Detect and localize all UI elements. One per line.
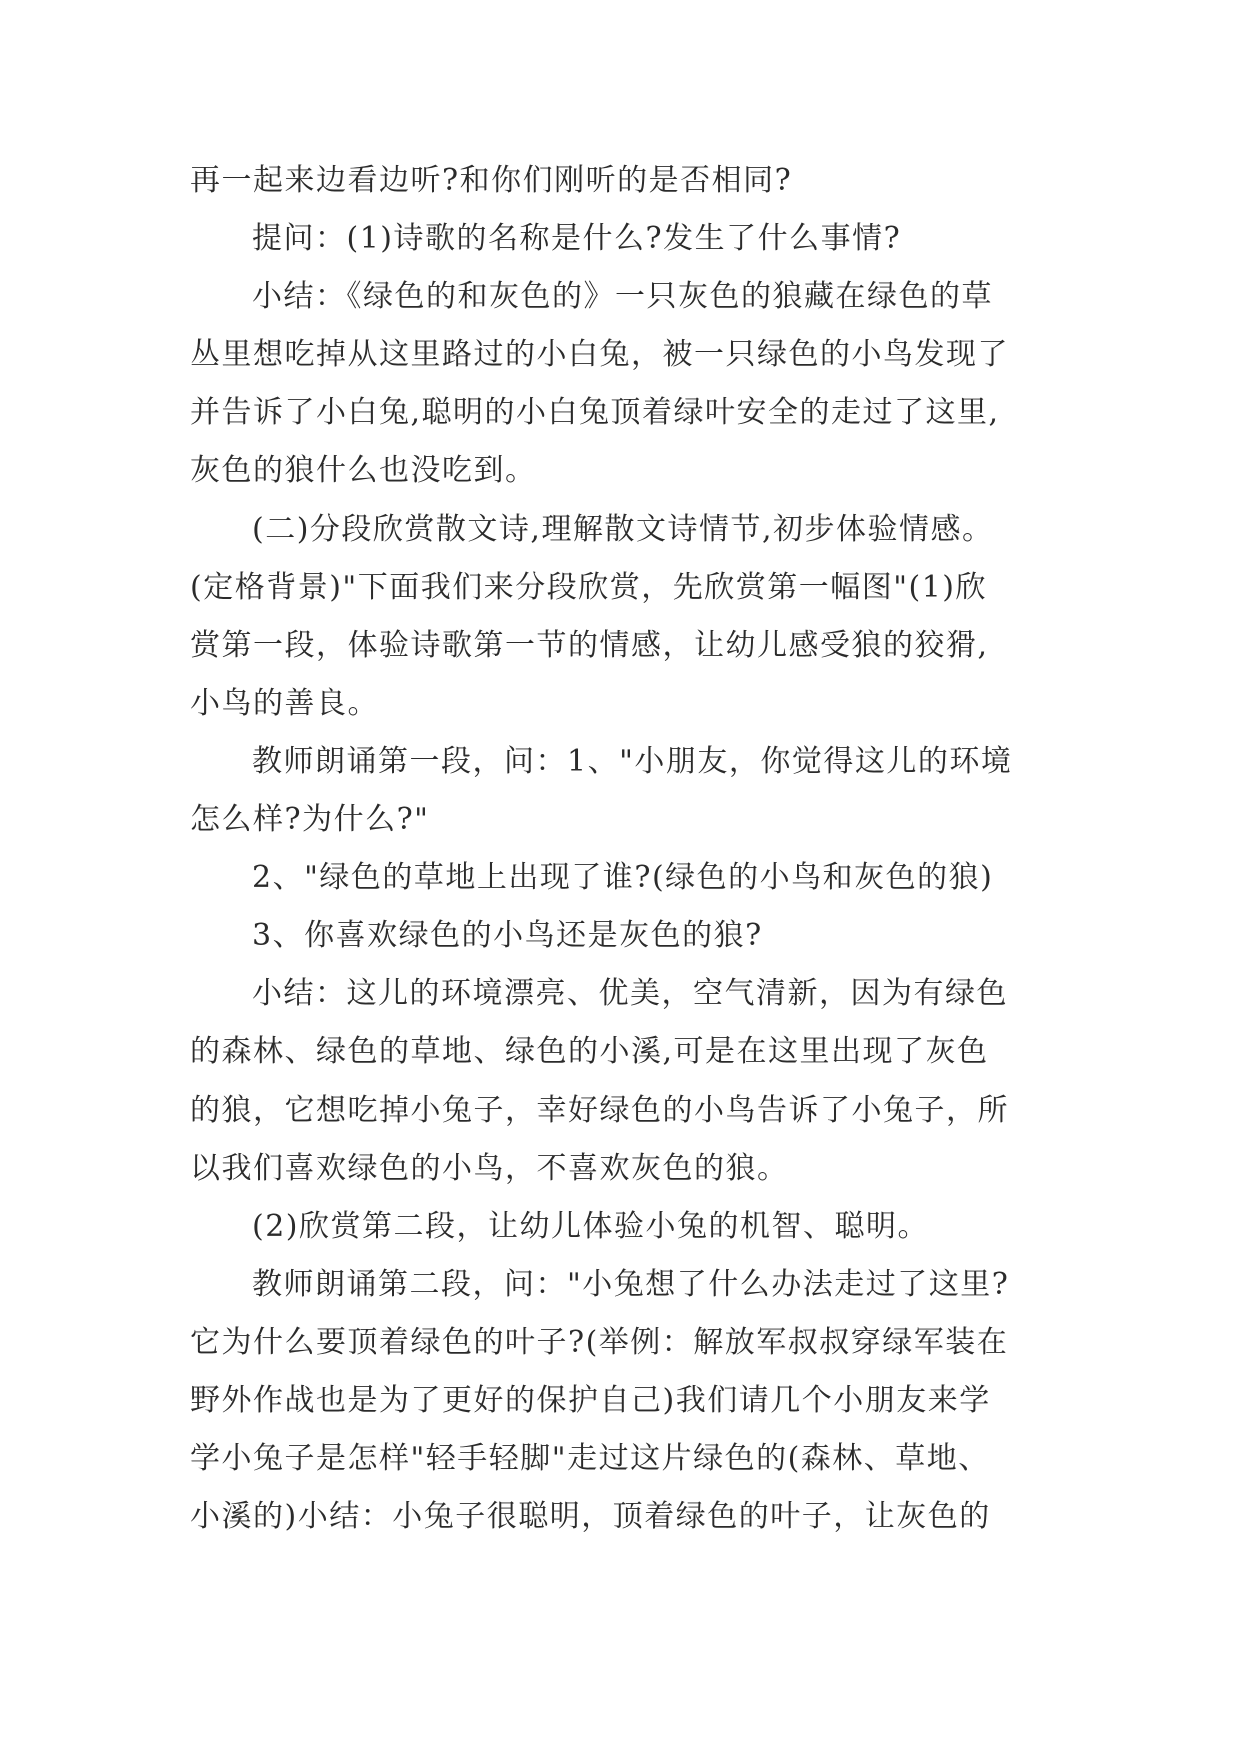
text-line: 怎么样?为什么?" (190, 802, 430, 838)
text-line: 教师朗诵第二段，问："小兔想了什么办法走过了这里? (252, 1266, 1010, 1302)
text-line: 以我们喜欢绿色的小鸟，不喜欢灰色的狼。 (190, 1150, 789, 1186)
text-line: 2、"绿色的草地上出现了谁?(绿色的小鸟和灰色的狼) (252, 860, 994, 896)
text-line: 野外作战也是为了更好的保护自己)我们请几个小朋友来学 (190, 1382, 991, 1418)
text-line: (2)欣赏第二段，让幼儿体验小兔的机智、聪明。 (252, 1208, 929, 1244)
text-line: 小鸟的善良。 (190, 685, 379, 721)
text-line: 并告诉了小白兔,聪明的小白兔顶着绿叶安全的走过了这里, (190, 395, 1000, 431)
text-line: 3、你喜欢绿色的小鸟还是灰色的狼? (252, 918, 763, 954)
text-line: 提问：(1)诗歌的名称是什么?发生了什么事情? (252, 221, 902, 257)
text-line: 小结：这儿的环境漂亮、优美，空气清新，因为有绿色 (252, 976, 1008, 1012)
text-line: 它为什么要顶着绿色的叶子?(举例：解放军叔叔穿绿军装在 (190, 1324, 1009, 1360)
text-line: 赏第一段，体验诗歌第一节的情感，让幼儿感受狼的狡猾, (190, 627, 989, 663)
text-line: (二)分段欣赏散文诗,理解散文诗情节,初步体验情感。 (252, 511, 994, 547)
text-line: 灰色的狼什么也没吃到。 (190, 453, 537, 489)
text-line: 丛里想吃掉从这里路过的小白兔，被一只绿色的小鸟发现了 (190, 337, 1009, 373)
text-line: (定格背景)"下面我们来分段欣赏，先欣赏第一幅图"(1)欣 (190, 569, 988, 605)
document-body (190, 152, 1070, 1546)
text-line: 的狼，它想吃掉小兔子，幸好绿色的小鸟告诉了小兔子，所 (190, 1092, 1009, 1128)
text-line: 小结：《绿色的和灰色的》一只灰色的狼藏在绿色的草 (252, 279, 993, 315)
text-line: 再一起来边看边听?和你们刚听的是否相同? (190, 163, 793, 198)
text-line: 学小兔子是怎样"轻手轻脚"走过这片绿色的(森林、草地、 (190, 1441, 990, 1477)
text-line: 教师朗诵第一段，问：1、"小朋友，你觉得这儿的环境 (252, 743, 1013, 779)
text-line: 的森林、绿色的草地、绿色的小溪,可是在这里出现了灰色 (190, 1034, 989, 1070)
text-line: 小溪的)小结：小兔子很聪明，顶着绿色的叶子，让灰色的 (190, 1499, 991, 1535)
